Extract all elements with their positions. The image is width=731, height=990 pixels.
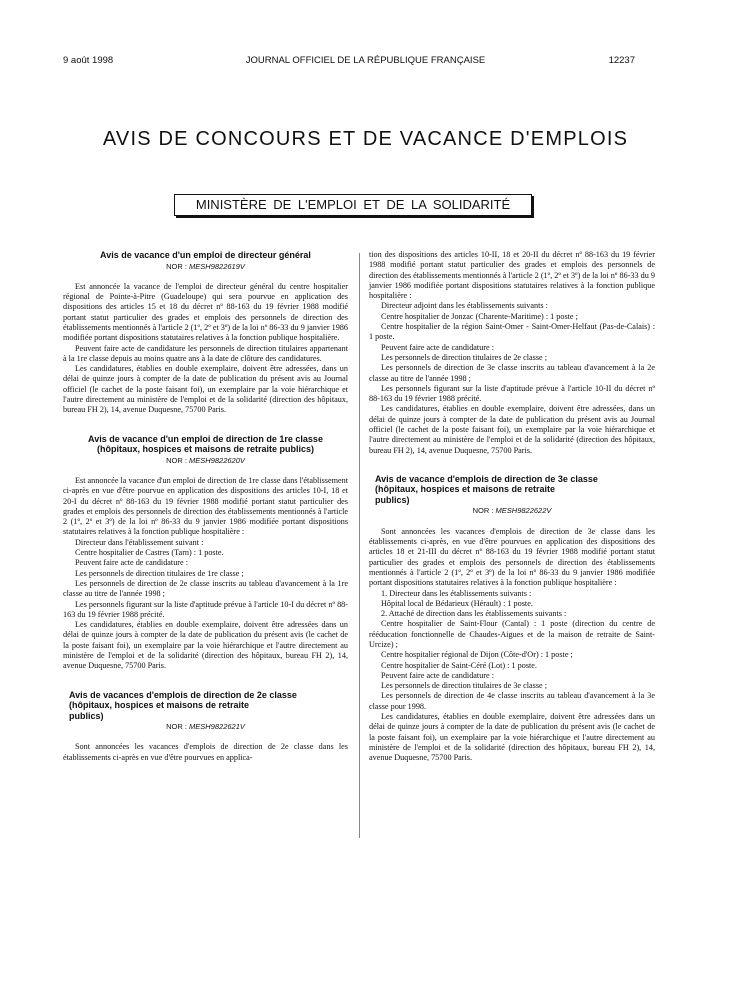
nor-label: NOR : [472, 506, 494, 516]
paragraph: 1. Directeur dans les établissements suivants : [381, 588, 532, 598]
header-date: 9 août 1998 [63, 55, 114, 66]
paragraph: Peuvent faire acte de candidature : [75, 558, 188, 568]
paragraph: Les personnels de direction titulaires de 2e classe ; [381, 352, 547, 362]
paragraph: Les personnels de direction de 3e classe inscrits au tableau d'avancement à la 2e classe au titre de l'année 1998 ; [369, 363, 655, 383]
notice-direction-2e-classe-continued [369, 250, 655, 456]
paragraph: Directeur adjoint dans les établissements suivants : [381, 301, 548, 311]
notice-direction-3e-classe [369, 474, 655, 764]
nor-code: MESH9822622V [495, 506, 552, 516]
paragraph: Est annoncée la vacance de l'emploi de directeur général du centre hospitalier régional de Pointe-à-Pitre (Guadeloupe) qui sera pourvue en application des dispositions des articles 15 et 18 du décret nº 88-163 du 19 février 1988 modifié portant statut particulier des grades et emplois des personnels de direction des établissements mentionnés à l'article 2 (1º, 2º et 3º) de la loi nº 86-33 du 9 janvier 1986 modifiée portant dispositions statutaires relatives à la fonction publique hospitalière. [63, 281, 348, 343]
column-divider [359, 253, 360, 838]
nor-reference [369, 506, 655, 516]
paragraph: Sont annoncées les vacances d'emplois de direction de 2e classe dans les établissements ci-après en vue d'être pourvues en applica- [63, 742, 348, 762]
page-title: AVIS DE CONCOURS ET DE VACANCE D'EMPLOIS [102, 128, 629, 150]
paragraph: Les personnels figurant sur la liste d'aptitude prévue à l'article 10-II du décret nº 88-163 du 19 février 1988 précité. [369, 383, 655, 404]
notice-directeur-general [63, 250, 348, 416]
nor-code: MESH9822621V [189, 722, 245, 732]
paragraph: Centre hospitalier de la région Saint-Omer - Saint-Omer-Helfaut (Pas-de-Calais) : 1 poste. [369, 322, 655, 342]
paragraph: Les personnels de direction titulaires de 3e classe ; [381, 681, 547, 691]
paragraph: tion des dispositions des articles 10-II, 18 et 20-II du décret nº 88-163 du 19 février 1988 modifié portant statut particulier des grades et emplois des personnels de direction des établissements mentionnés à l'article 2 (1º, 2º et 3º) de la loi nº 86-33 du 9 janvier 1986 modifiée portant dispositions statutaires relatives à la fonction publique hospitalière : [369, 250, 655, 301]
notice-title-line: publics) [69, 710, 104, 721]
paragraph: Hôpital local de Bédarieux (Hérault) : 1 poste. [381, 598, 533, 608]
ministry-heading: MINISTÈRE DE L'EMPLOI ET DE LA SOLIDARITÉ [174, 194, 532, 216]
notice-title-line: (hôpitaux, hospices et maisons de retraite [375, 484, 556, 495]
header-page-number: 12237 [608, 55, 635, 66]
nor-label: NOR : [166, 455, 187, 465]
paragraph: Peuvent faire acte de candidature : [381, 342, 494, 352]
left-column [63, 250, 348, 763]
nor-reference [63, 262, 348, 272]
paragraph: Peuvent faire acte de candidature : [381, 670, 494, 680]
paragraph: Les personnels de direction de 4e classe inscrits au tableau d'avancement à la 3e classe pour 1998. [369, 691, 655, 711]
header-journal-title: JOURNAL OFFICIEL DE LA RÉPUBLIQUE FRANÇAISE [245, 55, 486, 66]
paragraph: Les candidatures, établies en double exemplaire, doivent être adressées, dans un délai de quinze jours à compter de la date de publication du présent avis au Journal officiel (le cachet de la poste faisant foi), un exemplaire par la voie hiérarchique et l'autre directement au ministère de l'emploi et de la solidarité (direction des hôpitaux, bureau FH 2), 14, avenue Duquesne, 75700 Paris. [369, 404, 655, 455]
nor-label: NOR : [166, 722, 187, 732]
paragraph: Les personnels de direction de 2e classe inscrits au tableau d'avancement à la 1re classe au titre de l'année 1998 ; [63, 578, 348, 599]
paragraph: Centre hospitalier régional de Dijon (Côte-d'Or) : 1 poste ; [381, 650, 573, 660]
nor-code: MESH9822620V [189, 455, 245, 465]
right-column [369, 250, 655, 764]
paragraph: Peuvent faire acte de candidature les personnels de direction titulaires appartenant à la 1re classe depuis au moins quatre ans à la date de clôture des candidatures. [63, 343, 348, 363]
paragraph: Les personnels figurant sur la liste d'aptitude prévue à l'article 10-I du décret nº 88-163 du 19 février 1988 précité. [63, 599, 348, 619]
notice-title: Avis de vacance d'emplois de direction de 3e classe [375, 473, 598, 484]
paragraph: Est annoncée la vacance d'un emploi de direction de 1re classe dans l'établissement ci-après en vue d'être pourvue en application des dispositions des articles 10-I, 18 et 20-I du décret nº 88-163 du 19 février 1988 modifié portant statut particulier des grades et emplois des personnels de direction des établissements mentionnés à l'article 2 (1º, 2º et 3º) de la loi nº 86-33 du 9 janvier 1986 modifiée portant dispositions statutaires relatives à la fonction publique hospitalière : [63, 475, 348, 537]
paragraph: Centre hospitalier de Saint-Flour (Cantal) : 1 poste (direction du centre de rééducation fonctionnelle de Chaudes-Aigues et de la maison de retraite de Saint-Urcize) ; [369, 619, 655, 649]
paragraph: Les candidatures, établies en double exemplaire, doivent être adressées dans un délai de quinze jours à compter de la date de publication du présent avis (le cachet de la poste faisant foi), un exemplaire par la voie hiérarchique et l'autre directement au ministère de l'emploi et de la solidarité (direction des hôpitaux, bureau FH 2), 14, avenue Duquesne, 75700 Paris. [63, 620, 348, 671]
paragraph: Les personnels de direction titulaires de 1re classe ; [75, 568, 244, 578]
nor-code: MESH9822619V [189, 261, 245, 271]
notice-title: Avis de vacance d'un emploi de directeur général [100, 250, 311, 260]
paragraph: Centre hospitalier de Saint-Céré (Lot) : 1 poste. [381, 660, 537, 670]
paragraph: Les candidatures, établies en double exemplaire, doivent être adressées dans un délai de quinze jours à compter de la date de publication du présent avis (le cachet de la poste faisant foi), un exemplaire par la voie hiérarchique et l'autre directement au ministère de l'emploi et de la solidarité (direction des hôpitaux, bureau FH 2), 14, avenue Duquesne, 75700 Paris. [369, 712, 655, 763]
paragraph: Sont annoncées les vacances d'emplois de direction de 3e classe dans les établissements ci-après, en vue d'être pourvues en application des dispositions des articles 18 et 21-III du décret nº 88-163 du 19 février 1988 modifié portant statut particulier des grades et emplois des personnels de direction des établissements mentionnés à l'article 2 (1º, 2º et 3º) de la loi nº 86-33 du 9 janvier 1986 modifiée portant dispositions statutaires relatives à la fonction publique hospitalière : [369, 526, 655, 588]
notice-title: Avis de vacance d'un emploi de direction de 1re classe [88, 433, 323, 444]
notice-title-line: (hôpitaux, hospices et maisons de retraite [69, 700, 250, 711]
notice-title-line: publics) [375, 494, 410, 505]
nor-reference [63, 722, 348, 732]
notice-title: Avis de vacances d'emplois de direction de 2e classe [69, 689, 297, 700]
notice-title-line: (hôpitaux, hospices et maisons de retraite publics) [96, 444, 315, 455]
paragraph: 2. Attaché de direction dans les établissements suivants : [381, 609, 567, 619]
paragraph: Directeur dans l'établissement suivant : [75, 537, 204, 547]
paragraph: Centre hospitalier de Jonzac (Charente-Maritime) : 1 poste ; [381, 311, 578, 321]
paragraph: Centre hospitalier de Castres (Tarn) : 1 poste. [75, 548, 224, 558]
nor-label: NOR : [166, 261, 187, 271]
nor-reference [63, 456, 348, 466]
paragraph: Les candidatures, établies en double exemplaire, doivent être adressées, dans un délai de quinze jours à compter de la date de publication du présent avis au Journal officiel (le cachet de la poste faisant foi), un exemplaire par la voie hiérarchique et l'autre directement au ministère de l'emploi et de la solidarité (direction des hôpitaux, bureau FH 2), 14, avenue Duquesne, 75700 Paris. [63, 364, 348, 415]
notice-direction-2e-classe [63, 690, 348, 763]
notice-direction-1re-classe [63, 434, 348, 672]
